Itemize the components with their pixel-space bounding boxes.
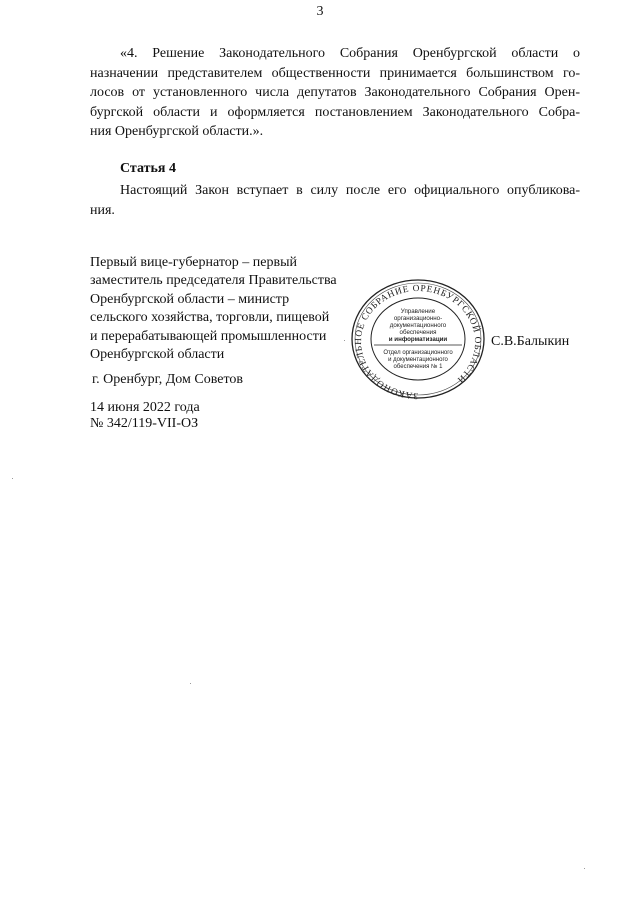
position-line: сельского хозяйства, торговли, пищевой [90,310,330,326]
position-line: Оренбургской области [90,347,225,363]
signing-date: 14 июня 2022 года [90,400,200,415]
amendment-line: бургской области и оформляется постановлением Законодательного Собра- [90,104,580,120]
scan-speck [190,683,191,684]
seal-inner-line: документационного [389,322,447,329]
signing-place: г. Оренбург, Дом Советов [92,372,243,387]
seal-inner-line: и информатизации [388,336,448,343]
article-paragraph [90,181,580,220]
scan-speck [344,340,345,341]
official-seal [348,277,488,401]
seal-outer-text: ЗАКОНОДАТЕЛЬНОЕ СОБРАНИЕ ОРЕНБУРГСКОЙ ОБЛАСТИ [353,283,483,401]
law-number: № 342/119-VII-ОЗ [90,416,199,431]
seal-inner-line: организационно- [393,315,443,322]
scan-speck [584,868,585,869]
article-line: Настоящий Закон вступает в силу после его официального опубликова- [120,183,580,198]
position-line: Первый вице-губернатор – первый [90,255,298,270]
article-heading: Статья 4 [120,161,176,176]
amendment-line: назначении представителем общественности принимается большинством го- [90,65,580,81]
article-line: ния. [90,202,115,218]
seal-inner-line: обеспечения [399,329,437,336]
scan-speck [12,478,13,479]
amendment-paragraph [90,44,580,142]
amendment-line: «4. Решение Законодательного Собрания Оренбургской области о [120,46,580,61]
position-line: Оренбургской области – министр [90,291,290,307]
page-number: 3 [316,4,324,19]
seal-bottom-line: обеспечения № 1 [393,364,443,370]
signer-name: С.В.Балыкин [491,334,570,349]
position-line: заместитель председателя Правительства [90,273,337,289]
seal-bottom-line: Отдел организационного [383,350,453,356]
seal-bottom-line: и документационного [388,357,448,363]
position-line: и перерабатывающей промышленности [90,328,327,344]
amendment-line: ния Оренбургской области.». [90,124,264,139]
signatory-position [90,254,337,364]
amendment-line: лосов от установленного числа депутатов Законодательного Собрания Орен- [90,85,580,100]
seal-inner-line: Управление [400,308,436,315]
